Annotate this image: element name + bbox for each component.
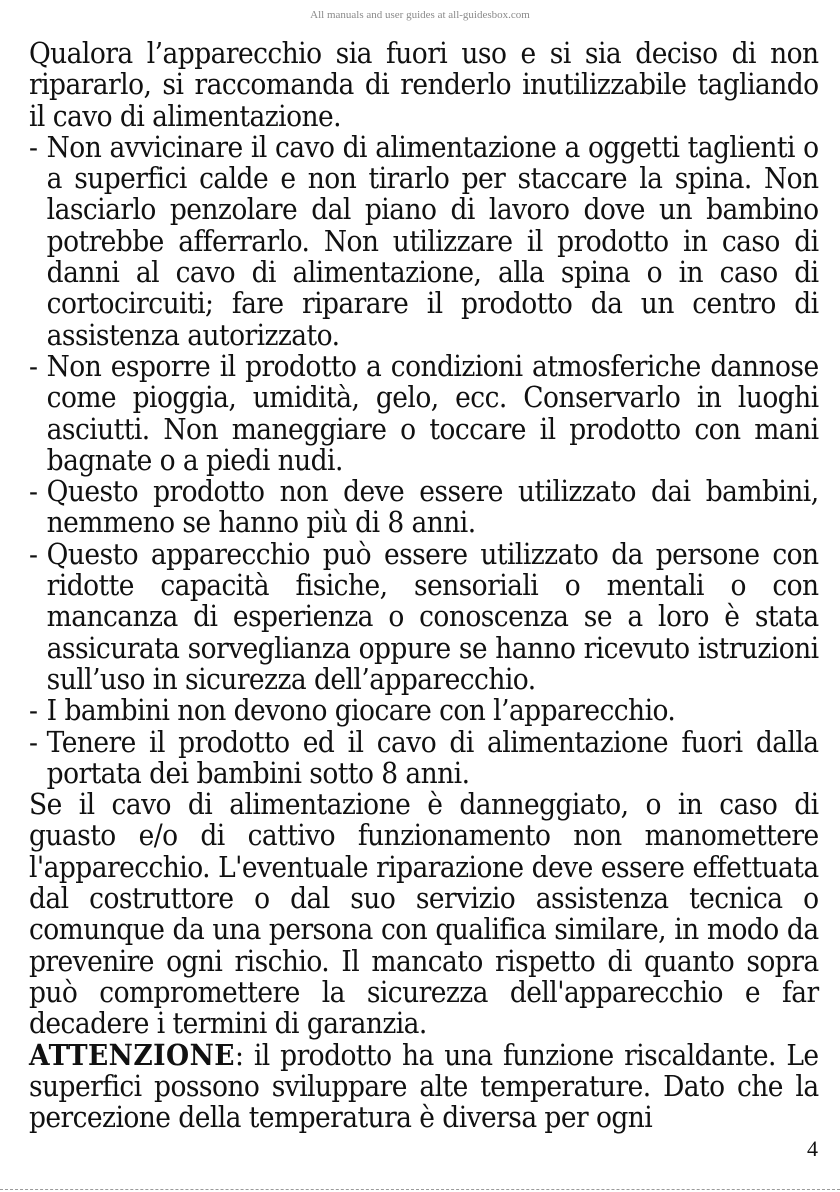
list-item-text: I bambini non devono giocare con l’apparecchio. xyxy=(46,694,676,728)
bullet-dash: - xyxy=(29,694,38,728)
list-item-text: Questo apparecchio può essere utilizzato da persone con ridotte capacità fisiche, sensoriali o mentali o con mancanza di esperienza o conoscenza se a loro è stata assicurata sorveglianza oppure se hanno ricevuto istruzioni sull’uso in sicurezza dell’apparecchio. xyxy=(46,537,819,696)
bullet-dash: - xyxy=(29,725,38,759)
bullet-dash: - xyxy=(29,475,38,509)
list-item-text: Tenere il prodotto ed il cavo di alimentazione fuori dalla portata dei bambini sotto 8 anni. xyxy=(46,725,819,790)
bullet-dash: - xyxy=(29,537,38,571)
safety-list xyxy=(29,132,819,789)
list-item xyxy=(29,351,819,476)
list-item xyxy=(29,476,819,539)
list-item-text: Questo prodotto non deve essere utilizzato dai bambini, nemmeno se hanno più di 8 anni. xyxy=(46,475,819,540)
warning-text: : il prodotto ha una funzione riscaldante. Le superfici possono sviluppare alte temperature. Dato che la percezione della temperatura è diversa per ogni xyxy=(29,1038,819,1135)
manual-body xyxy=(29,38,819,1133)
page-number: 4 xyxy=(807,1136,818,1161)
list-item xyxy=(29,695,819,726)
bullet-dash: - xyxy=(29,349,38,383)
warning-label: ATTENZIONE xyxy=(29,1037,235,1072)
warning-paragraph xyxy=(29,1037,819,1135)
list-item xyxy=(29,132,819,351)
watermark: All manuals and user guides at all-guidesbox.com xyxy=(310,9,530,21)
bullet-dash: - xyxy=(29,130,38,164)
list-item-text: Non avvicinare il cavo di alimentazione a oggetti taglienti o a superfici calde e non tirarlo per staccare la spina. Non lasciarlo penzolare dal piano di lavoro dove un bambino potrebbe afferrarlo. Non utilizzare il prodotto in caso di danni al cavo di alimentazione, alla spina o in caso di cortocircuiti; fare riparare il prodotto da un centro di assistenza autorizzato. xyxy=(46,130,819,352)
list-item xyxy=(29,727,819,790)
intro-paragraph: Qualora l’apparecchio sia fuori uso e si sia deciso di non ripararlo, si raccomanda di renderlo inutilizzabile tagliando il cavo di alimentazione. xyxy=(29,37,819,133)
list-item-text: Non esporre il prodotto a condizioni atmosferiche dannose come pioggia, umidità, gelo, ecc. Conservarlo in luoghi asciutti. Non maneggiare o toccare il prodotto con mani bagnate o a piedi nudi. xyxy=(46,349,819,477)
list-item xyxy=(29,539,819,695)
damage-paragraph: Se il cavo di alimentazione è danneggiato, o in caso di guasto e/o di cattivo funzionamento non manomettere l'apparecchio. L'eventuale riparazione deve essere effettuata dal costruttore o dal suo servizio assistenza tecnica o comunque da una persona con qualifica similare, in modo da prevenire ogni rischio. Il mancato rispetto di quanto sopra può compromettere la sicurezza dell'apparecchio e far decadere i termini di garanzia. xyxy=(29,788,819,1041)
